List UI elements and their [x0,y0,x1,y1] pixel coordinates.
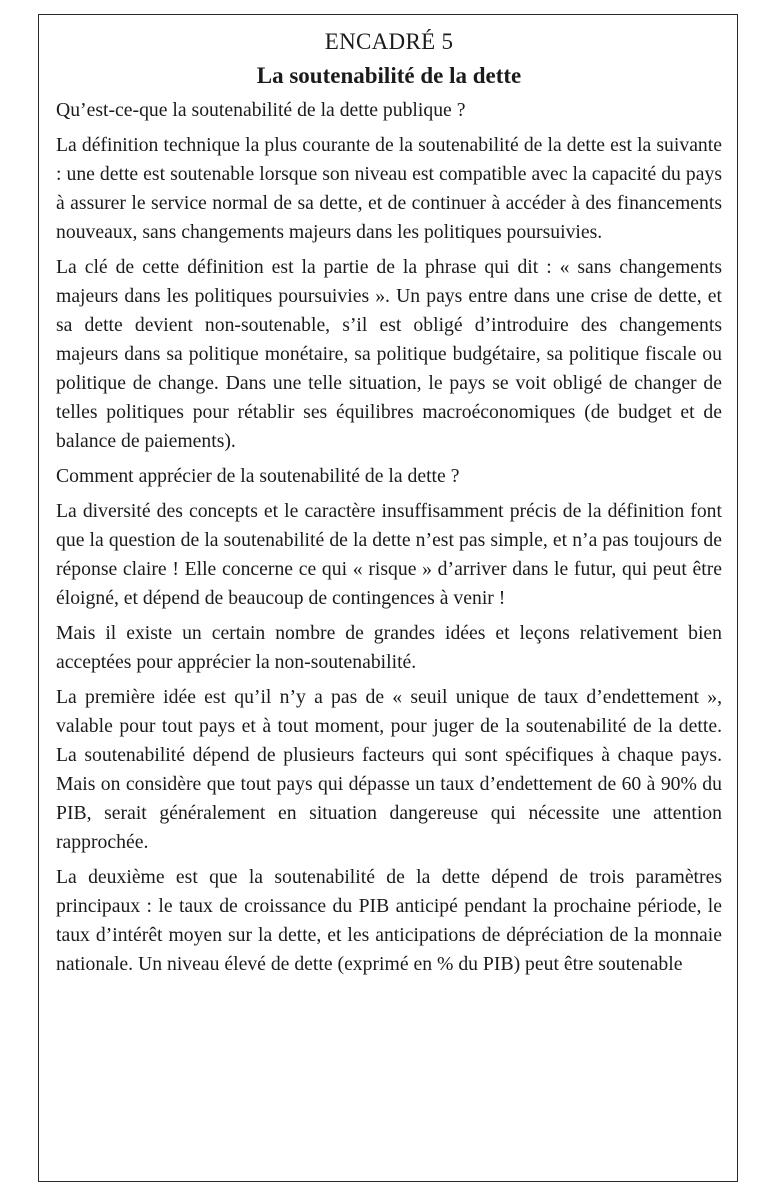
box-title: La soutenabilité de la dette [256,63,522,88]
box-label: ENCADRÉ 5 [324,29,454,54]
paragraph-first-idea: La première idée est qu’il n’y a pas de « seuil unique de taux d’endettement », valable pour tout pays et à tout moment, pour juger de la soutenabilité de la dette. La soutenabilité dépend de plusieurs facteurs qui sont spécifiques à chaque pays. Mais on considère que tout pays qui dépasse un taux d’endettement de 60 à 90% du PIB, serait généralement en situation dangereuse qui nécessite une attention rapprochée. [56,686,722,853]
question-1: Qu’est-ce-que la soutenabilité de la dette publique ? [56,99,466,121]
box-content [56,26,722,985]
paragraph-definition: La définition technique la plus courante de la soutenabilité de la dette est la suivante : une dette est soutenable lorsque son niveau est compatible avec la capacité du pays à assurer le service normal de sa dette, et de continuer à accéder à des financements nouveaux, sans changements majeurs dans les politiques poursuivies. [56,134,722,243]
paragraph-second-idea: La deuxième est que la soutenabilité de la dette dépend de trois paramètres principaux : le taux de croissance du PIB anticipé pendant la prochaine période, le taux d’intérêt moyen sur la dette, et les anticipations de dépréciation de la monnaie nationale. Un niveau élevé de dette (exprimé en % du PIB) peut être soutenable [56,866,722,975]
paragraph-ideas: Mais il existe un certain nombre de grandes idées et leçons relativement bien acceptées pour apprécier la non-soutenabilité. [56,622,722,673]
question-2: Comment apprécier de la soutenabilité de la dette ? [56,465,460,487]
paragraph-key: La clé de cette définition est la partie de la phrase qui dit : « sans changements majeurs dans les politiques poursuivies ». Un pays entre dans une crise de dette, et sa dette devient non-soutenable, s’il est obligé d’introduire des changements majeurs dans sa politique monétaire, sa politique budgétaire, sa politique fiscale ou politique de change. Dans une telle situation, le pays se voit obligé de changer de telles politiques pour rétablir ses équilibres macroéconomiques (de budget et de balance de paiements). [56,256,722,452]
paragraph-diversity: La diversité des concepts et le caractère insuffisamment précis de la définition font que la question de la soutenabilité de la dette n’est pas simple, et n’a pas toujours de réponse claire ! Elle concerne ce qui « risque » d’arriver dans le futur, qui peut être éloigné, et dépend de beaucoup de contingences à venir ! [56,500,722,609]
